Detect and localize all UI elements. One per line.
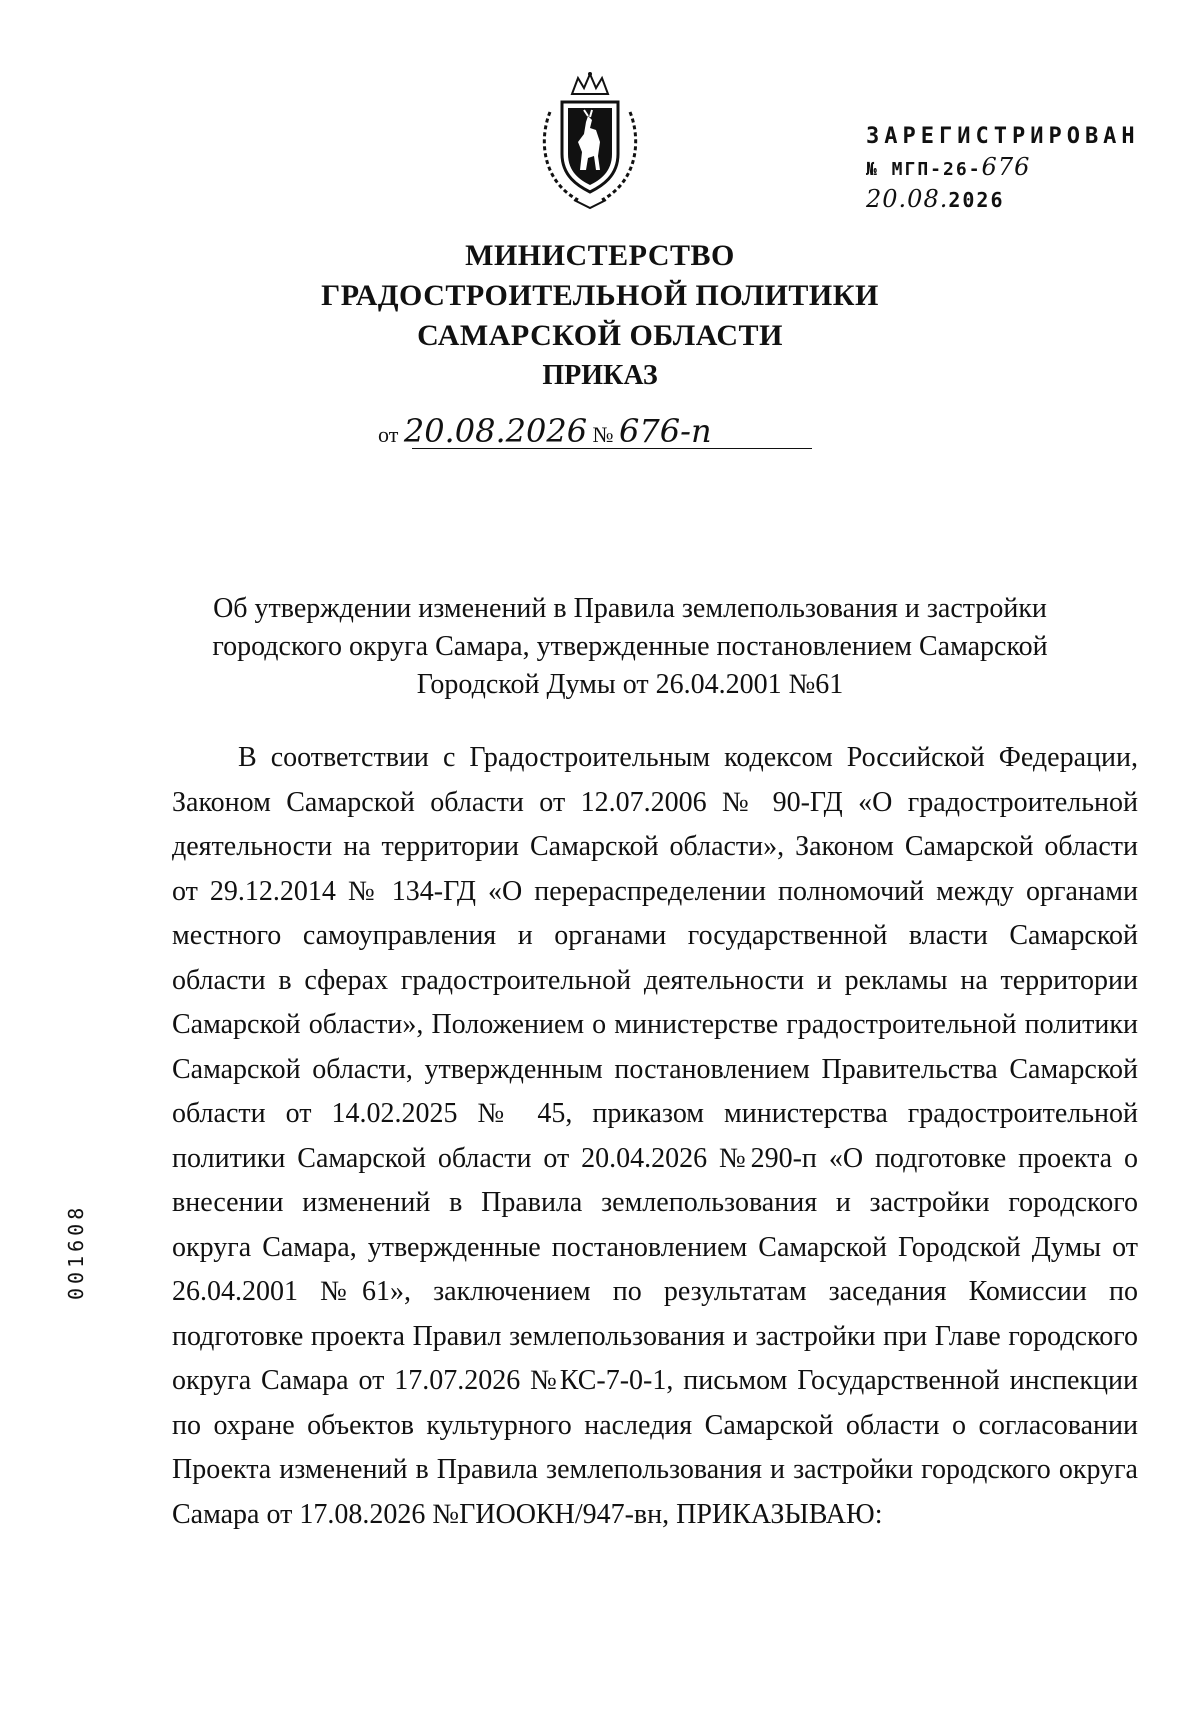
order-date-number-line — [378, 412, 818, 450]
ministry-name — [0, 236, 1200, 356]
stamp-number — [866, 153, 1166, 181]
order-number-handwritten: 676-п — [619, 412, 712, 450]
stamp-year: 2026 — [948, 188, 1005, 212]
stamp-registered-text: ЗАРЕГИСТРИРОВАН — [866, 124, 1140, 149]
order-body — [172, 736, 1138, 1537]
samara-coat-of-arms-icon — [528, 72, 652, 210]
ministry-line-3: САМАРСКОЙ ОБЛАСТИ — [417, 319, 783, 352]
stamp-number-prefix: № МГП-26- — [866, 159, 982, 180]
stamp-date-handwritten: 20.08. — [866, 185, 949, 213]
ministry-line-2: ГРАДОСТРОИТЕЛЬНОЙ ПОЛИТИКИ — [321, 279, 879, 312]
date-prefix: от — [378, 422, 399, 447]
document-type: ПРИКАЗ — [542, 360, 658, 391]
side-serial-number: 001608 — [64, 1203, 88, 1300]
stamp-date — [866, 185, 1166, 213]
registration-stamp — [866, 124, 1166, 213]
number-prefix: № — [592, 422, 614, 447]
order-subject: Об утверждении изменений в Правила землепользования и застройки городского округа Самара, утвержденные постановлением Самарской Городской Думы от 26.04.2001 №61 — [212, 593, 1048, 700]
body-paragraph: В соответствии с Градостроительным кодексом Российской Федерации, Законом Самарской области от 12.07.2006 № 90-ГД «О градостроительной деятельности на территории Самарской области», Законом Самарской области от 29.12.2014 № 134-ГД «О перераспределении полномочий между органами местного самоуправления и органами государственной власти Самарской области в сферах градостроительной деятельности и рекламы на территории Самарской области», Положением о министерстве градостроительной политики Самарской области, утвержденным постановлением Правительства Самарской области от 14.02.2025 № 45, приказом министерства градостроительной политики Самарской области от 20.04.2026 №290-п «О подготовке проекта о внесении изменений в Правила землепользования и застройки городского округа Самара, утвержденные постановлением Самарской Городской Думы от 26.04.2001 №61», заключением по результатам заседания Комиссии по подготовке проекта Правил землепользования и застройки при Главе городского округа Самара от 17.07.2026 №КС-7-0-1, письмом Государственной инспекции по охране объектов культурного наследия Самарской области о согласовании Проекта изменений в Правила землепользования и застройки городского округа Самара от 17.08.2026 №ГИООКН/947-вн, ПРИКАЗЫВАЮ: — [172, 742, 1138, 1530]
date-underline — [412, 448, 812, 449]
ministry-line-1: МИНИСТЕРСТВО — [465, 239, 735, 272]
order-date-handwritten: 20.08.2026 — [403, 412, 588, 450]
stamp-number-handwritten: 676 — [981, 153, 1031, 181]
